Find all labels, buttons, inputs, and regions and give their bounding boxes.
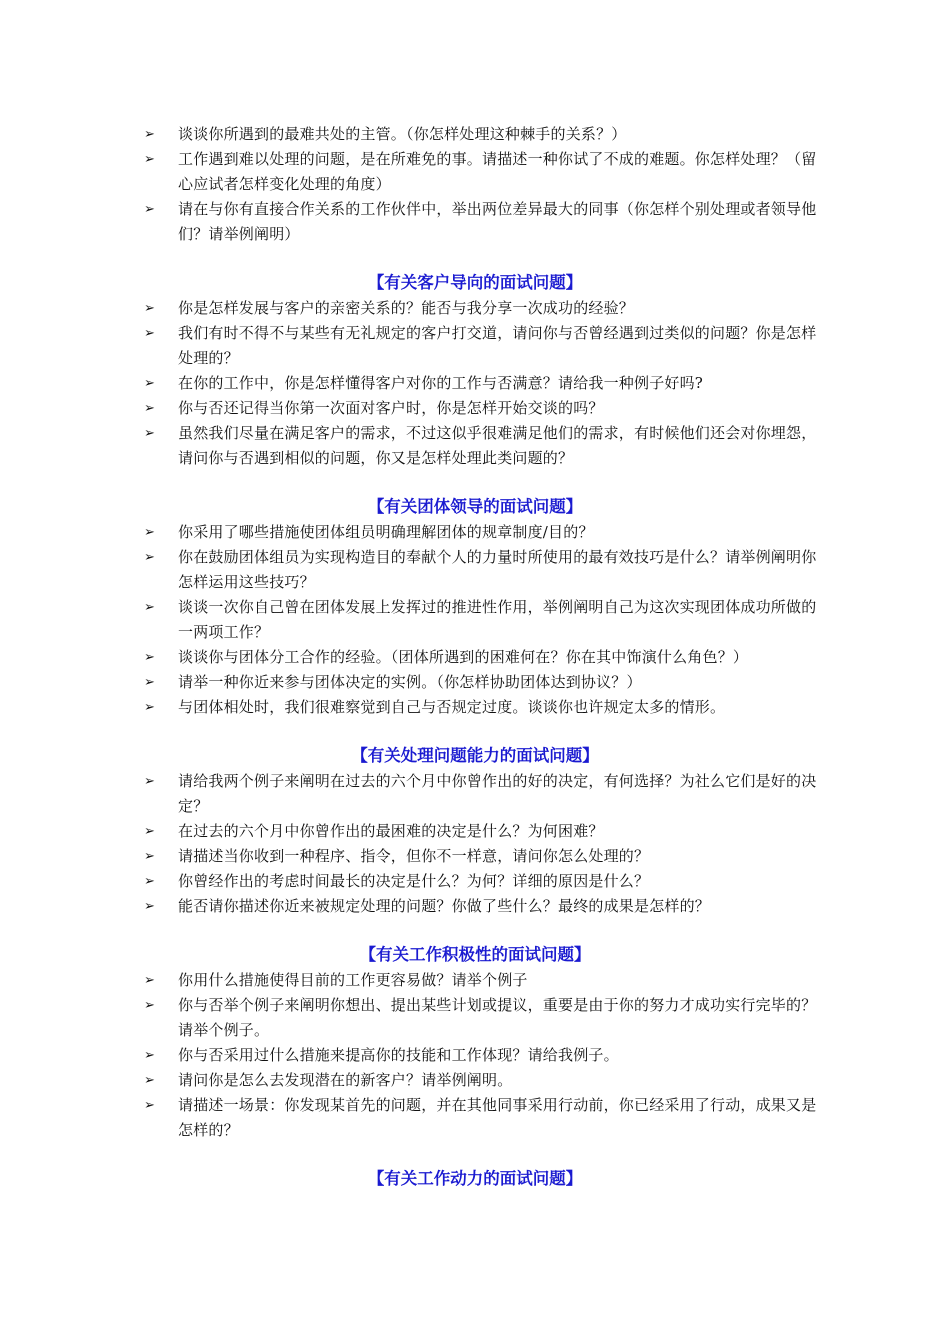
list-item (0, 1093, 950, 1143)
list-item (0, 894, 950, 919)
item-text: 谈谈你与团体分工合作的经验。（团体所遇到的困难何在？你在其中饰演什么角色？） (178, 648, 749, 666)
item-text: 请描述一场景：你发现某首先的问题，并在其他同事采用行动前，你已经采用了行动，成果又是怎样的？ (178, 1096, 817, 1139)
arrow-bullet-icon: ➢ (144, 326, 156, 341)
arrow-bullet-icon: ➢ (144, 525, 156, 540)
list-item (0, 421, 950, 471)
list-item (0, 296, 950, 321)
section-heading: 【有关工作动力的面试问题】 (367, 1169, 583, 1188)
item-text: 在过去的六个月中你曾作出的最困难的决定是什么？为何困难？ (178, 822, 604, 840)
arrow-bullet-icon: ➢ (144, 849, 156, 864)
list-item (0, 545, 950, 595)
list-item (0, 844, 950, 869)
arrow-bullet-icon: ➢ (144, 550, 156, 565)
arrow-bullet-icon: ➢ (144, 774, 156, 789)
list-item (0, 1043, 950, 1068)
section-heading: 【有关客户导向的面试问题】 (367, 273, 583, 292)
arrow-bullet-icon: ➢ (144, 426, 156, 441)
arrow-bullet-icon: ➢ (144, 301, 156, 316)
arrow-bullet-icon: ➢ (144, 973, 156, 988)
list-item (0, 371, 950, 396)
item-text: 请举一种你近来参与团体决定的实例。（你怎样协助团体达到协议？） (178, 673, 642, 691)
section-customer-orientation (0, 270, 950, 471)
item-text: 你用什么措施使得目前的工作更容易做？请举个例子 (178, 971, 528, 989)
arrow-bullet-icon: ➢ (144, 1073, 156, 1088)
list-item (0, 595, 950, 645)
list-item (0, 645, 950, 670)
list-item (0, 520, 950, 545)
list-item (0, 968, 950, 993)
item-text: 你是怎样发展与客户的亲密关系的？能否与我分享一次成功的经验？ (178, 299, 635, 317)
arrow-bullet-icon: ➢ (144, 152, 156, 167)
item-text: 你与否采用过什么措施来提高你的技能和工作体现？请给我例子。 (178, 1046, 619, 1064)
arrow-bullet-icon: ➢ (144, 401, 156, 416)
item-text: 请给我两个例子来阐明在过去的六个月中你曾作出的好的决定，有何选择？为社么它们是好的决定？ (178, 772, 817, 815)
list-item (0, 695, 950, 720)
item-text: 谈谈一次你自己曾在团体发展上发挥过的推进性作用，举例阐明自己为这次实现团体成功所做的一两项工作？ (178, 598, 817, 641)
item-text: 你与否还记得当你第一次面对客户时，你是怎样开始交谈的吗？ (178, 399, 604, 417)
item-text: 请在与你有直接合作关系的工作伙伴中，举出两位差异最大的同事（你怎样个别处理或者领导他们？请举例阐明） (178, 200, 817, 243)
item-text: 你采用了哪些措施使团体组员明确理解团体的规章制度/目的？ (178, 523, 594, 541)
section-team-leadership (0, 494, 950, 720)
list-item (0, 993, 950, 1043)
list-item (0, 147, 950, 197)
item-text: 你与否举个例子来阐明你想出、提出某些计划或提议，重要是由于你的努力才成功实行完毕的？请举个例子。 (178, 996, 817, 1039)
section-work-motivation (0, 1166, 950, 1192)
question-list (0, 520, 950, 720)
item-text: 工作遇到难以处理的问题，是在所难免的事。请描述一种你试了不成的难题。你怎样处理？（留心应试者怎样变化处理的角度） (178, 150, 817, 193)
item-text: 虽然我们尽量在满足客户的需求，不过这似乎很难满足他们的需求，有时候他们还会对你埋怨，请问你与否遇到相似的问题，你又是怎样处理此类问题的？ (178, 424, 817, 467)
list-item (0, 769, 950, 819)
section-heading: 【有关团体领导的面试问题】 (367, 497, 583, 516)
item-text: 你在鼓励团体组员为实现构造目的奉献个人的力量时所使用的最有效技巧是什么？请举例阐明你怎样运用这些技巧？ (178, 548, 817, 591)
arrow-bullet-icon: ➢ (144, 874, 156, 889)
item-text: 我们有时不得不与某些有无礼规定的客户打交道，请问你与否曾经遇到过类似的问题？你是怎样处理的？ (178, 324, 817, 367)
arrow-bullet-icon: ➢ (144, 675, 156, 690)
item-text: 请问你是怎么去发现潜在的新客户？请举例阐明。 (178, 1071, 513, 1089)
arrow-bullet-icon: ➢ (144, 1098, 156, 1113)
arrow-bullet-icon: ➢ (144, 700, 156, 715)
section-problem-solving (0, 743, 950, 919)
arrow-bullet-icon: ➢ (144, 1048, 156, 1063)
arrow-bullet-icon: ➢ (144, 998, 156, 1013)
list-item (0, 122, 950, 147)
item-text: 你曾经作出的考虑时间最长的决定是什么？为何？详细的原因是什么？ (178, 872, 650, 890)
item-text: 请描述当你收到一种程序、指令，但你不一样意，请问你怎么处理的？ (178, 847, 650, 865)
arrow-bullet-icon: ➢ (144, 376, 156, 391)
item-text: 能否请你描述你近来被规定处理的问题？你做了些什么？最终的成果是怎样的？ (178, 897, 711, 915)
document-page (0, 122, 950, 1192)
list-item (0, 670, 950, 695)
arrow-bullet-icon: ➢ (144, 824, 156, 839)
section-heading: 【有关工作积极性的面试问题】 (359, 945, 591, 964)
list-item (0, 1068, 950, 1093)
question-list (0, 296, 950, 471)
intro-list (0, 122, 950, 247)
item-text: 谈谈你所遇到的最难共处的主管。（你怎样处理这种棘手的关系？） (178, 125, 627, 143)
section-work-initiative (0, 942, 950, 1143)
arrow-bullet-icon: ➢ (144, 899, 156, 914)
question-list (0, 769, 950, 919)
list-item (0, 869, 950, 894)
list-item (0, 396, 950, 421)
arrow-bullet-icon: ➢ (144, 600, 156, 615)
question-list (0, 968, 950, 1143)
item-text: 在你的工作中，你是怎样懂得客户对你的工作与否满意？请给我一种例子好吗? (178, 374, 704, 392)
arrow-bullet-icon: ➢ (144, 202, 156, 217)
arrow-bullet-icon: ➢ (144, 650, 156, 665)
list-item (0, 197, 950, 247)
arrow-bullet-icon: ➢ (144, 127, 156, 142)
list-item (0, 819, 950, 844)
list-item (0, 321, 950, 371)
section-heading: 【有关处理问题能力的面试问题】 (351, 746, 599, 765)
item-text: 与团体相处时，我们很难察觉到自己与否规定过度。谈谈你也许规定太多的情形。 (178, 698, 726, 716)
